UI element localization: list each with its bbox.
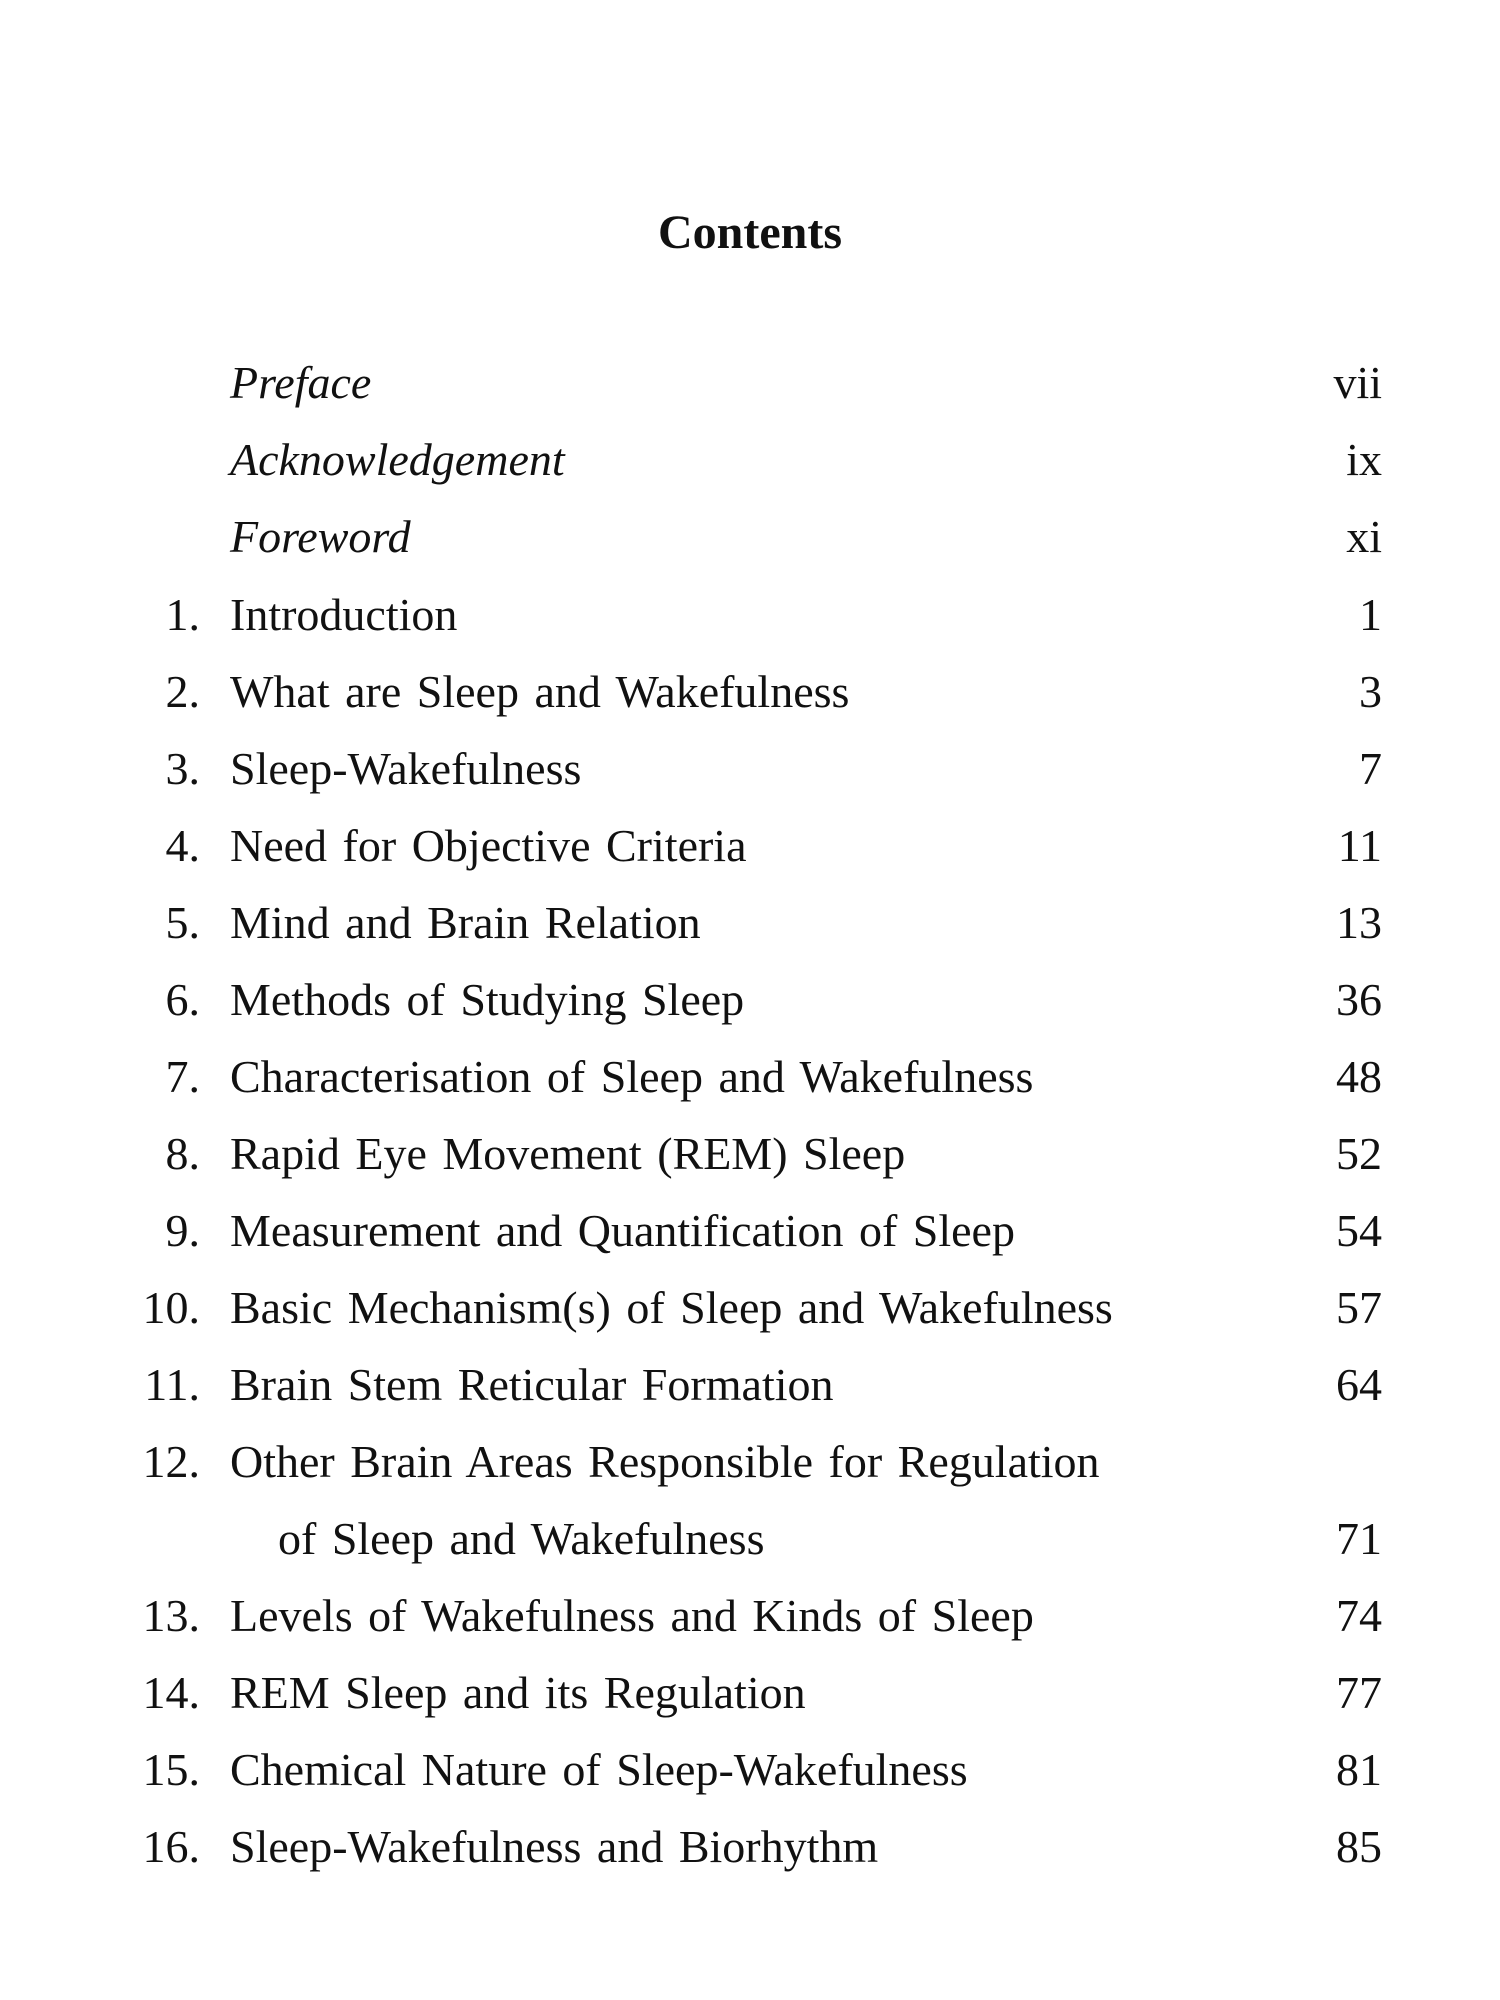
- toc-entry-foreword: [0, 502, 1500, 572]
- toc-entry-chapter: [0, 657, 1500, 727]
- toc-entry-number: 15.: [142, 1744, 200, 1795]
- toc-entry-chapter-continuation: [0, 1504, 1500, 1574]
- toc-entry-title: Other Brain Areas Responsible for Regulation: [230, 1436, 1100, 1487]
- toc-entry-page: 3: [1359, 666, 1382, 717]
- toc-entry-title: Measurement and Quantification of Sleep: [230, 1205, 1015, 1256]
- toc-entry-page: 13: [1336, 897, 1382, 948]
- toc-entry-page: 85: [1336, 1821, 1382, 1872]
- toc-entry-title: Need for Objective Criteria: [230, 820, 747, 871]
- toc-entry-title: Basic Mechanism(s) of Sleep and Wakefulness: [230, 1282, 1113, 1333]
- toc-entry-title: Acknowledgement: [230, 434, 565, 485]
- toc-entry-page: 52: [1336, 1128, 1382, 1179]
- toc-entry-title-continuation: of Sleep and Wakefulness: [278, 1513, 765, 1564]
- toc-entry-number: 9.: [165, 1205, 200, 1256]
- toc-entry-number: 2.: [165, 666, 200, 717]
- toc-entry-acknowledgement: [0, 425, 1500, 495]
- toc-entry-title: REM Sleep and its Regulation: [230, 1667, 806, 1718]
- toc-entry-number: 13.: [142, 1590, 200, 1641]
- toc-entry-number: 14.: [142, 1667, 200, 1718]
- toc-entry-title: Preface: [230, 357, 372, 408]
- toc-entry-number: 8.: [165, 1128, 200, 1179]
- page-title: Contents: [657, 206, 842, 259]
- toc-entry-page: 77: [1336, 1667, 1382, 1718]
- toc-entry-page: 54: [1336, 1205, 1382, 1256]
- toc-entry-page: 1: [1359, 589, 1382, 640]
- toc-entry-page: 81: [1336, 1744, 1382, 1795]
- toc-entry-number: 4.: [165, 820, 200, 871]
- toc-entry-number: 5.: [165, 897, 200, 948]
- toc-entry-chapter: [0, 811, 1500, 881]
- toc-entry-chapter: [0, 1427, 1500, 1497]
- toc-entry-chapter: [0, 1735, 1500, 1805]
- toc-entry-title: Introduction: [230, 589, 458, 640]
- toc-entry-number: 1.: [165, 589, 200, 640]
- toc-entry-number: 10.: [142, 1282, 200, 1333]
- toc-entry-page: 48: [1336, 1051, 1382, 1102]
- toc-entry-chapter: [0, 1658, 1500, 1728]
- toc-entry-chapter: [0, 1196, 1500, 1266]
- toc-entry-page: 74: [1336, 1590, 1382, 1641]
- toc-entry-page: 36: [1336, 974, 1382, 1025]
- toc-entry-chapter: [0, 1273, 1500, 1343]
- toc-entry-title: Brain Stem Reticular Formation: [230, 1359, 834, 1410]
- toc-entry-page: 11: [1337, 820, 1382, 871]
- toc-entry-title: Sleep-Wakefulness and Biorhythm: [230, 1821, 879, 1872]
- toc-entry-chapter: [0, 580, 1500, 650]
- toc-entry-number: 12.: [142, 1436, 200, 1487]
- toc-entry-title: Rapid Eye Movement (REM) Sleep: [230, 1128, 906, 1179]
- toc-entry-page: 57: [1336, 1282, 1382, 1333]
- toc-entry-title: Mind and Brain Relation: [230, 897, 701, 948]
- toc-entry-page: ix: [1346, 434, 1382, 485]
- toc-entry-number: 16.: [142, 1821, 200, 1872]
- toc-entry-page: 7: [1359, 743, 1382, 794]
- toc-entry-number: 7.: [165, 1051, 200, 1102]
- toc-entry-page: xi: [1346, 511, 1382, 562]
- toc-entry-page: vii: [1333, 357, 1382, 408]
- toc-entry-chapter: [0, 888, 1500, 958]
- toc-entry-preface: [0, 348, 1500, 418]
- toc-entry-title: Characterisation of Sleep and Wakefulness: [230, 1051, 1034, 1102]
- toc-entry-number: 11.: [144, 1359, 200, 1410]
- toc-entry-title: What are Sleep and Wakefulness: [230, 666, 850, 717]
- toc-entry-title: Levels of Wakefulness and Kinds of Sleep: [230, 1590, 1034, 1641]
- toc-entry-page: 71: [1336, 1513, 1382, 1564]
- toc-entry-number: 6.: [165, 974, 200, 1025]
- toc-entry-title: Methods of Studying Sleep: [230, 974, 745, 1025]
- toc-entry-page: 64: [1336, 1359, 1382, 1410]
- toc-entry-title: Chemical Nature of Sleep-Wakefulness: [230, 1744, 968, 1795]
- toc-entry-number: 3.: [165, 743, 200, 794]
- toc-entry-chapter: [0, 734, 1500, 804]
- toc-entry-title: Foreword: [230, 511, 411, 562]
- toc-entry-chapter: [0, 1350, 1500, 1420]
- toc-entry-title: Sleep-Wakefulness: [230, 743, 582, 794]
- toc-entry-chapter: [0, 1581, 1500, 1651]
- toc-entry-chapter: [0, 965, 1500, 1035]
- toc-entry-chapter: [0, 1119, 1500, 1189]
- toc-entry-chapter: [0, 1042, 1500, 1112]
- toc-entry-chapter: [0, 1812, 1500, 1882]
